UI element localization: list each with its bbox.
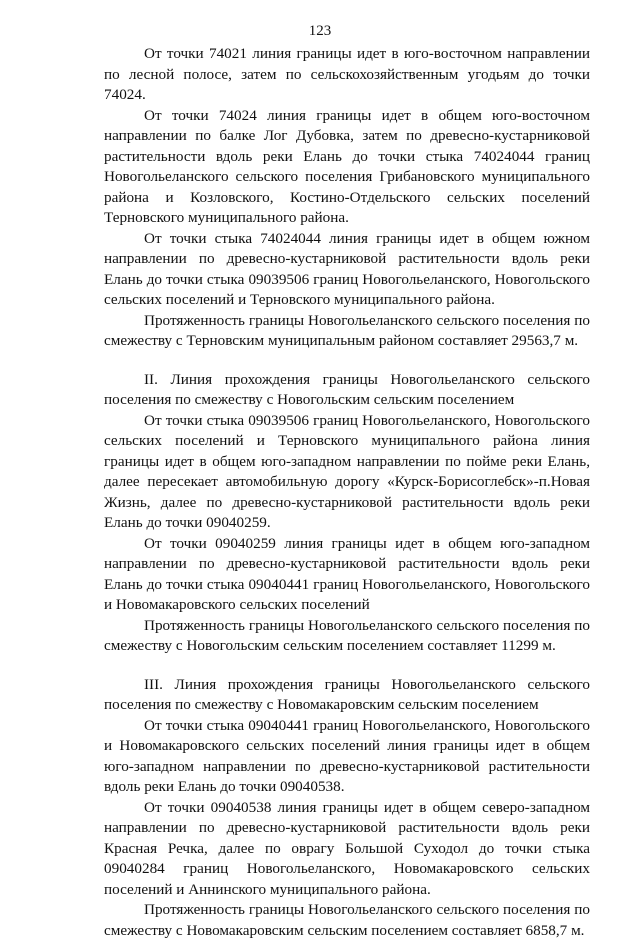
paragraph: От точки 09040538 линия границы идет в общем северо-западном направлении по древесно-кустарниковой растительности вдоль реки Красная Речка, далее по оврагу Большой Суходол до точки стыка 09040284 границ Новогольеланского, Новомакаровского сельских поселений и Аннинского муниципального района. <box>104 798 590 898</box>
paragraph: От точки 74021 линия границы идет в юго-восточном направлении по лесной полосе, затем по сельскохозяйственным угодьям до точки 74024. <box>104 45 590 103</box>
paragraph: Протяженность границы Новогольеланского сельского поселения по смежеству с Терновским муниципальным районом составляет 29563,7 м. <box>104 311 590 349</box>
page-number: 123 <box>308 23 332 39</box>
paragraph: От точки 74024 линия границы идет в общем юго-восточном направлении по балке Лог Дубовка, затем по древесно-кустарниковой растительности вдоль реки Елань до точки стыка 74024044 границ Новогольеланского сельского поселения Грибановского муниципального района и Козловского, Костино-Отдельского сельских поселений Терновского муниципального района. <box>104 106 590 226</box>
paragraph: От точки 09040259 линия границы идет в общем юго-западном направлении по древесно-кустарниковой растительности вдоль реки Елань до точки стыка 09040441 границ Новогольеланского, Новогольского и Новомакаровского сельских поселений <box>104 534 590 613</box>
section-heading: III. Линия прохождения границы Новогольеланского сельского поселения по смежеству с Новомакаровским сельским поселением <box>104 675 590 713</box>
document-body <box>104 44 590 941</box>
section-heading: II. Линия прохождения границы Новогольеланского сельского поселения по смежеству с Новогольским сельским поселением <box>104 370 590 408</box>
paragraph: От точки стыка 09040441 границ Новогольеланского, Новогольского и Новомакаровского сельских поселений линия границы идет в общем юго-западном направлении по древесно-кустарниковой растительности вдоль реки Елань до точки 09040538. <box>104 716 590 795</box>
paragraph: От точки стыка 74024044 линия границы идет в общем южном направлении по древесно-кустарниковой растительности вдоль реки Елань до точки стыка 09039506 границ Новогольеланского, Новогольского сельских поселений и Терновского муниципального района. <box>104 229 590 308</box>
paragraph: Протяженность границы Новогольеланского сельского поселения по смежеству с Новомакаровским сельским поселением составляет 6858,7 м. <box>104 901 590 939</box>
paragraph: От точки стыка 09039506 границ Новогольеланского, Новогольского сельских поселений и Терновского муниципального района линия границы идет в общем юго-западном направлении по пойме реки Елань, далее пересекает автомобильную дорогу «Курск-Борисоглебск»-п.Новая Жизнь, далее по древесно-кустарниковой растительности вдоль реки Елань до точки 09040259. <box>104 411 590 531</box>
paragraph: Протяженность границы Новогольеланского сельского поселения по смежеству с Новогольским сельским поселением составляет 11299 м. <box>104 616 590 654</box>
